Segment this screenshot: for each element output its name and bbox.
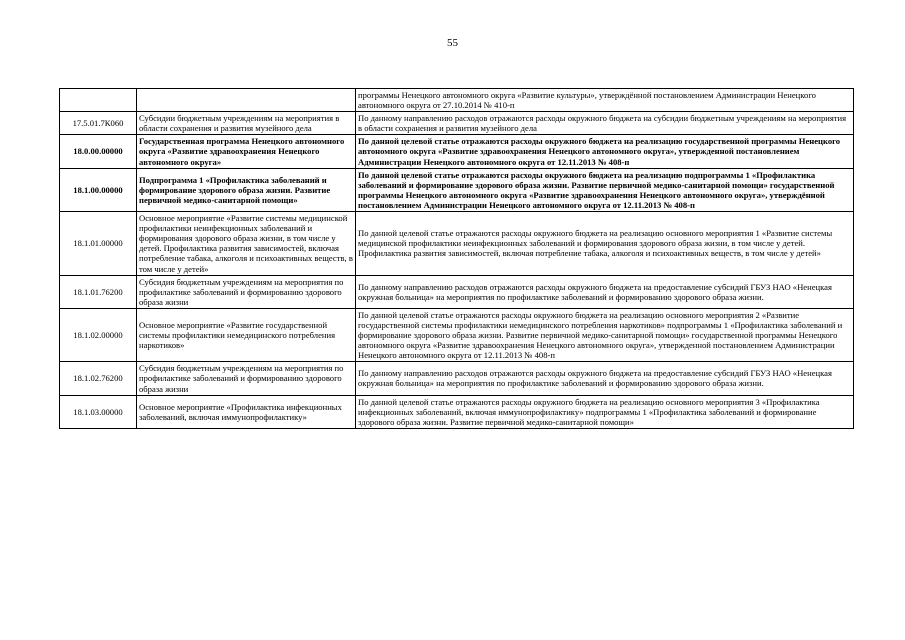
description-cell: По данной целевой статье отражаются расходы окружного бюджета на реализацию подпрограммы 1 «Профилактика заболеваний и формирование здорового образа жизни. Развитие первичной медико-санитарной помощи» государственной программы Ненецкого автономного округа «Развитие здравоохранения Ненецкого автономного округа», утверждённой постановлением Администрации Ненецкого автономного округа от 12.11.2013 № 408-п [356, 168, 854, 211]
table-body [60, 89, 854, 429]
code-cell: 18.1.02.76200 [60, 362, 137, 395]
description-cell: По данной целевой статье отражаются расходы окружного бюджета на реализацию основного мероприятия 1 «Развитие системы медицинской профилактики неинфекционных заболеваний и формирования здорового образа жизни, в том числе у детей. Профилактика развития зависимостей, включая потребление табака, алкоголя и психоактивных веществ, в том числе у детей» [356, 212, 854, 276]
name-cell: Основное мероприятие «Профилактика инфекционных заболеваний, включая иммунопрофилактику» [137, 395, 356, 428]
table-row [60, 212, 854, 276]
name-cell: Основное мероприятие «Развитие государственной системы профилактики немедицинского потребления наркотиков» [137, 308, 356, 361]
name-cell: Субсидия бюджетным учреждениям на мероприятия по профилактике заболеваний и формированию здорового образа жизни [137, 362, 356, 395]
code-cell [60, 89, 137, 112]
description-cell: программы Ненецкого автономного округа «Развитие культуры», утверждённой постановлением Администрации Ненецкого автономного округа от 27.10.2014 № 410-п [356, 89, 854, 112]
table-row [60, 168, 854, 211]
page-number: 55 [447, 37, 458, 49]
budget-classification-table [59, 88, 854, 429]
description-cell: По данной целевой статье отражаются расходы окружного бюджета на реализацию государственной программы Ненецкого автономного округа «Развитие здравоохранения Ненецкого автономного округа», утвержденной постановлением Администрации Ненецкого автономного округа от 12.11.2013 № 408-п [356, 135, 854, 168]
code-cell: 18.0.00.00000 [60, 135, 137, 168]
code-cell: 17.5.01.7К060 [60, 112, 137, 135]
description-cell: По данной целевой статье отражаются расходы окружного бюджета на реализацию основного мероприятия 2 «Развитие государственной системы профилактики немедицинского потребления наркотиков» подпрограммы 1 «Профилактика заболеваний и формирование здорового образа жизни. Развитие первичной медико-санитарной помощи» государственной программы Ненецкого автономного округа «Развитие здравоохранения Ненецкого автономного округа», утвержденной постановлением Администрации Ненецкого автономного округа от 12.11.2013 № 408-п [356, 308, 854, 361]
table-row [60, 112, 854, 135]
table-row [60, 308, 854, 361]
code-cell: 18.1.02.00000 [60, 308, 137, 361]
code-cell: 18.1.01.00000 [60, 212, 137, 276]
description-cell: По данной целевой статье отражаются расходы окружного бюджета на реализацию основного мероприятия 3 «Профилактика инфекционных заболеваний, включая иммунопрофилактику» подпрограммы 1 «Профилактика заболеваний и формирование здорового образа жизни. Развитие первичной медико-санитарной помощи» [356, 395, 854, 428]
code-cell: 18.1.00.00000 [60, 168, 137, 211]
table-row [60, 275, 854, 308]
description-cell: По данному направлению расходов отражаются расходы окружного бюджета на предоставление субсидий ГБУЗ НАО «Ненецкая окружная больница» на мероприятия по профилактике заболеваний и формированию здорового образа жизни. [356, 275, 854, 308]
name-cell: Государственная программа Ненецкого автономного округа «Развитие здравоохранения Ненецкого автономного округа» [137, 135, 356, 168]
table-row [60, 362, 854, 395]
code-cell: 18.1.01.76200 [60, 275, 137, 308]
name-cell: Субсидии бюджетным учреждениям на мероприятия в области сохранения и развития музейного дела [137, 112, 356, 135]
table-row [60, 395, 854, 428]
code-cell: 18.1.03.00000 [60, 395, 137, 428]
table-row [60, 89, 854, 112]
table-row [60, 135, 854, 168]
name-cell: Основное мероприятие «Развитие системы медицинской профилактики неинфекционных заболеваний и формирования здорового образа жизни, в том числе у детей. Профилактика развития зависимостей, включая потребление табака, алкоголя и психоактивных веществ, в том числе у детей» [137, 212, 356, 276]
name-cell: Подпрограмма 1 «Профилактика заболеваний и формирование здорового образа жизни. Развитие первичной медико-санитарной помощи» [137, 168, 356, 211]
description-cell: По данному направлению расходов отражаются расходы окружного бюджета на предоставление субсидий ГБУЗ НАО «Ненецкая окружная больница» на мероприятия по профилактике заболеваний и формированию здорового образа жизни. [356, 362, 854, 395]
description-cell: По данному направлению расходов отражаются расходы окружного бюджета на субсидии бюджетным учреждениям на мероприятия в области сохранения и развития музейного дела [356, 112, 854, 135]
name-cell [137, 89, 356, 112]
name-cell: Субсидия бюджетным учреждениям на мероприятия по профилактике заболеваний и формированию здорового образа жизни [137, 275, 356, 308]
